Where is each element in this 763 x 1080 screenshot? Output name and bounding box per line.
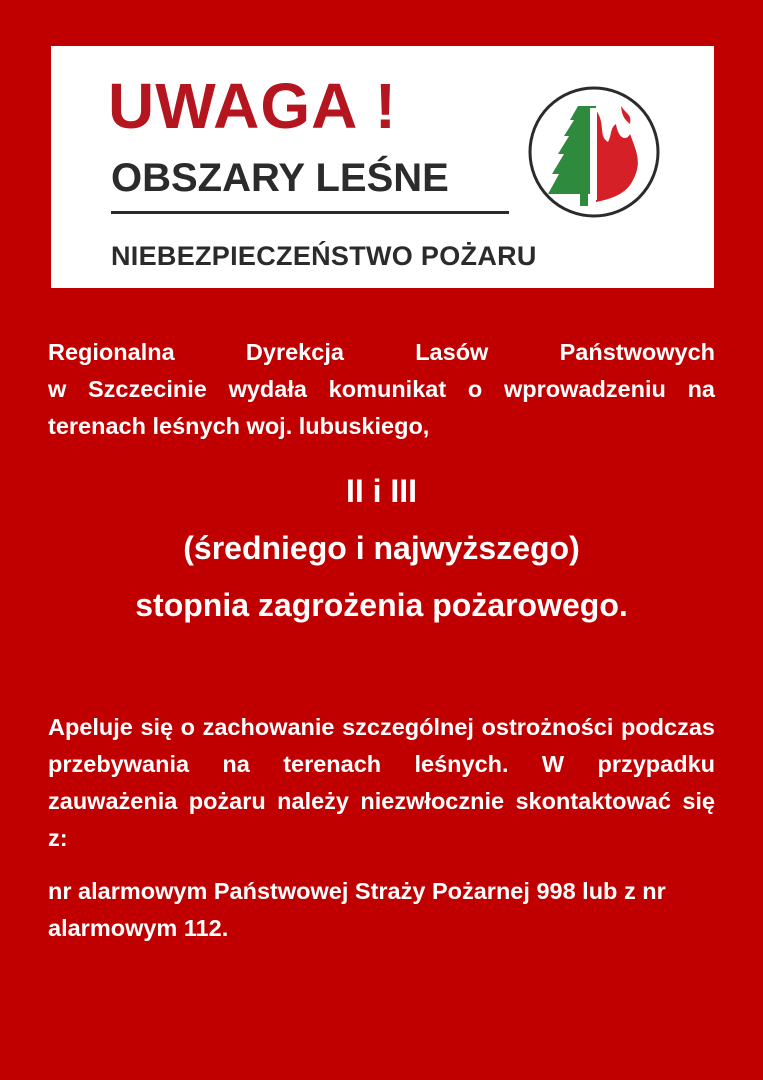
fire-level-block xyxy=(48,463,715,634)
banner-subtitle: OBSZARY LEŚNE xyxy=(111,156,449,200)
banner-warning: NIEBEZPIECZEŃSTWO POŻARU xyxy=(111,241,537,271)
intro-rest: w Szczecinie wydała komunikat o wprowadzeniu na terenach leśnych woj. lubuskiego, xyxy=(48,376,715,439)
notice-intro xyxy=(48,334,715,445)
notice-appeal: Apeluje się o zachowanie szczególnej ostrożności podczas przebywania na terenach leśnych. W przypadku zauważenia pożaru należy niezwłocznie skontaktować się z: xyxy=(48,714,715,851)
forest-fire-logo-icon xyxy=(526,84,662,220)
fire-level: II i III xyxy=(345,473,418,509)
intro-first-line: Regionalna Dyrekcja Lasów Państwowych xyxy=(48,339,715,365)
fire-level-label: stopnia zagrożenia pożarowego. xyxy=(135,587,628,623)
warning-banner xyxy=(51,46,714,288)
banner-title: UWAGA ! xyxy=(108,70,398,142)
alarm-numbers: nr alarmowym Państwowej Straży Pożarnej 998 lub z nr alarmowym 112. xyxy=(48,878,666,941)
banner-divider xyxy=(111,211,509,214)
notice-content xyxy=(48,334,715,947)
fire-level-description: (średniego i najwyższego) xyxy=(183,530,580,566)
